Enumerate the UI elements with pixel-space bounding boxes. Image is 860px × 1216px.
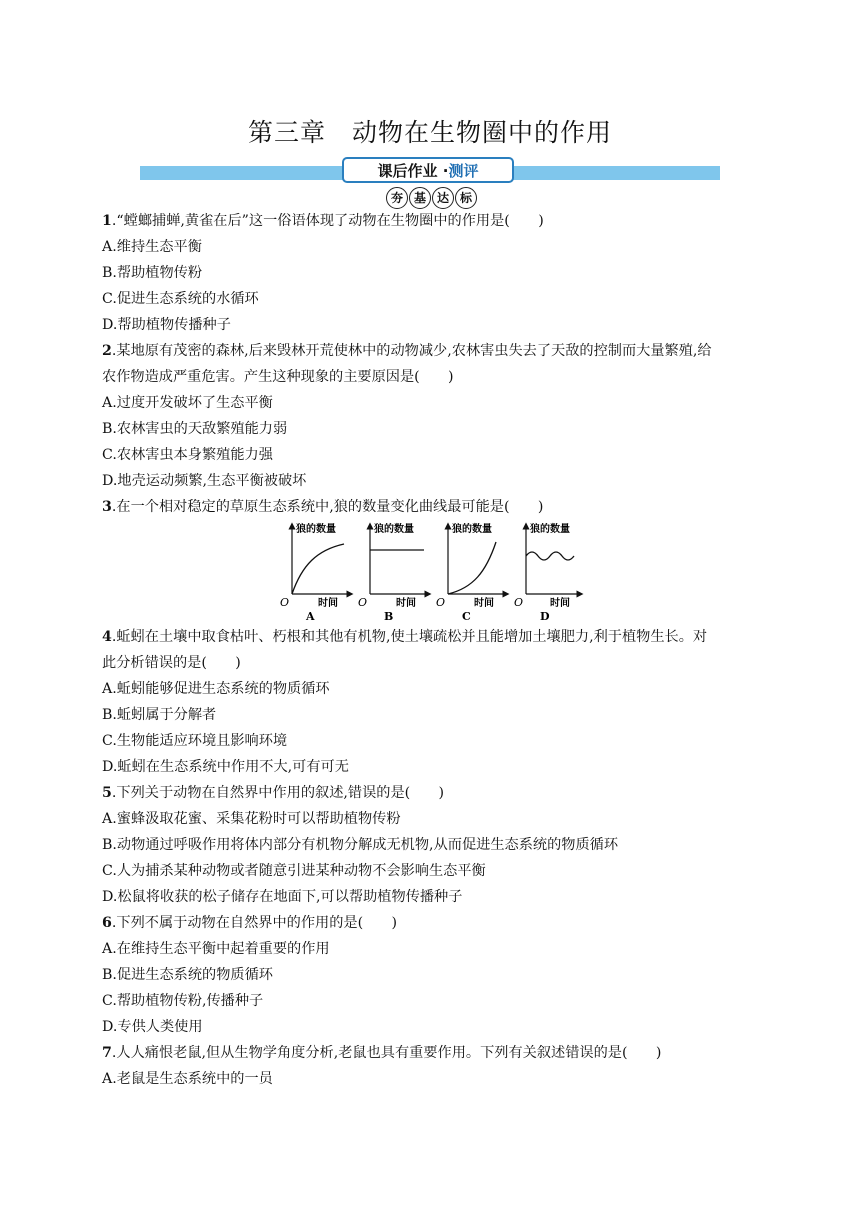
option: C.促进生态系统的水循环: [102, 291, 259, 307]
option: B.蚯蚓属于分解者: [102, 707, 217, 723]
badge-char: 夯: [386, 187, 408, 209]
level-badge: [386, 187, 477, 209]
option: B.帮助植物传粉: [102, 265, 203, 281]
option: D.专供人类使用: [102, 1019, 203, 1035]
option: B.促进生态系统的物质循环: [102, 967, 273, 983]
option: B.动物通过呼吸作用将体内部分有机物分解成无机物,从而促进生态系统的物质循环: [102, 837, 619, 853]
question-stem: 3.在一个相对稳定的草原生态系统中,狼的数量变化曲线最可能是( ): [102, 499, 544, 515]
question-stem-cont: 农作物造成严重危害。产生这种现象的主要原因是( ): [102, 369, 454, 385]
option: A.过度开发破坏了生态平衡: [102, 395, 273, 411]
banner-accent-text: 测评: [448, 161, 479, 180]
curve-c: [448, 542, 496, 594]
question-stem: 5.下列关于动物在自然界中作用的叙述,错误的是( ): [102, 785, 445, 801]
option: D.松鼠将收获的松子储存在地面下,可以帮助植物传播种子: [102, 889, 463, 905]
badge-char: 基: [409, 187, 431, 209]
page-title: 第三章 动物在生物圈中的作用: [247, 118, 612, 147]
graph-xlabel: 时间: [550, 598, 570, 609]
graph-label: D: [540, 610, 550, 623]
graph-ylabel: 狼的数量: [530, 524, 570, 535]
option: D.地壳运动频繁,生态平衡被破坏: [102, 473, 307, 489]
graph-b: [358, 522, 428, 623]
graph-a: [280, 522, 350, 623]
badge-char: 达: [432, 187, 454, 209]
banner-text: 课后作业 ·: [377, 161, 449, 180]
graph-ylabel: 狼的数量: [296, 524, 336, 535]
curve-a: [292, 544, 344, 594]
option: C.帮助植物传粉,传播种子: [102, 993, 264, 1009]
option: C.生物能适应环境且影响环境: [102, 733, 288, 749]
graph-label: C: [462, 610, 471, 623]
graph-ylabel: 狼的数量: [452, 524, 492, 535]
option: D.帮助植物传播种子: [102, 317, 231, 333]
question-stem: 1.“螳螂捕蝉,黄雀在后”这一俗语体现了动物在生物圈中的作用是( ): [102, 213, 544, 229]
option: C.人为捕杀某种动物或者随意引进某种动物不会影响生态平衡: [102, 863, 486, 879]
question-stem: 4.蚯蚓在土壤中取食枯叶、朽根和其他有机物,使土壤疏松并且能增加土壤肥力,利于植物生长。对: [102, 629, 708, 645]
option: A.蚯蚓能够促进生态系统的物质循环: [102, 681, 330, 697]
option: A.蜜蜂汲取花蜜、采集花粉时可以帮助植物传粉: [102, 811, 401, 827]
graph-origin: O: [280, 596, 290, 609]
question-list: [102, 208, 762, 1092]
question-stem: 6.下列不属于动物在自然界中的作用的是( ): [102, 915, 398, 931]
graph-xlabel: 时间: [396, 598, 416, 609]
question-stem: 2.某地原有茂密的森林,后来毁林开荒使林中的动物减少,农林害虫失去了天敌的控制而大量繁殖,给: [102, 343, 712, 359]
graph-label: B: [384, 610, 394, 623]
graph-origin: O: [358, 596, 368, 609]
curve-d: [526, 552, 574, 560]
population-graphs: [282, 520, 582, 622]
graph-xlabel: 时间: [474, 598, 494, 609]
option: C.农林害虫本身繁殖能力强: [102, 447, 273, 463]
graph-figure: [102, 520, 762, 624]
question-stem-cont: 此分析错误的是( ): [102, 655, 241, 671]
graph-ylabel: 狼的数量: [374, 524, 414, 535]
section-banner: [342, 157, 514, 183]
option: A.在维持生态平衡中起着重要的作用: [102, 941, 330, 957]
badge-char: 标: [455, 187, 477, 209]
option: B.农林害虫的天敌繁殖能力弱: [102, 421, 288, 437]
graph-xlabel: 时间: [318, 598, 338, 609]
option: A.维持生态平衡: [102, 239, 202, 255]
question-stem: 7.人人痛恨老鼠,但从生物学角度分析,老鼠也具有重要作用。下列有关叙述错误的是( ): [102, 1045, 662, 1061]
graph-origin: O: [436, 596, 446, 609]
graph-origin: O: [514, 596, 524, 609]
graph-label: A: [306, 610, 315, 623]
option: A.老鼠是生态系统中的一员: [102, 1071, 273, 1087]
option: D.蚯蚓在生态系统中作用不大,可有可无: [102, 759, 349, 775]
graph-d: [514, 522, 580, 623]
graph-c: [436, 522, 506, 623]
